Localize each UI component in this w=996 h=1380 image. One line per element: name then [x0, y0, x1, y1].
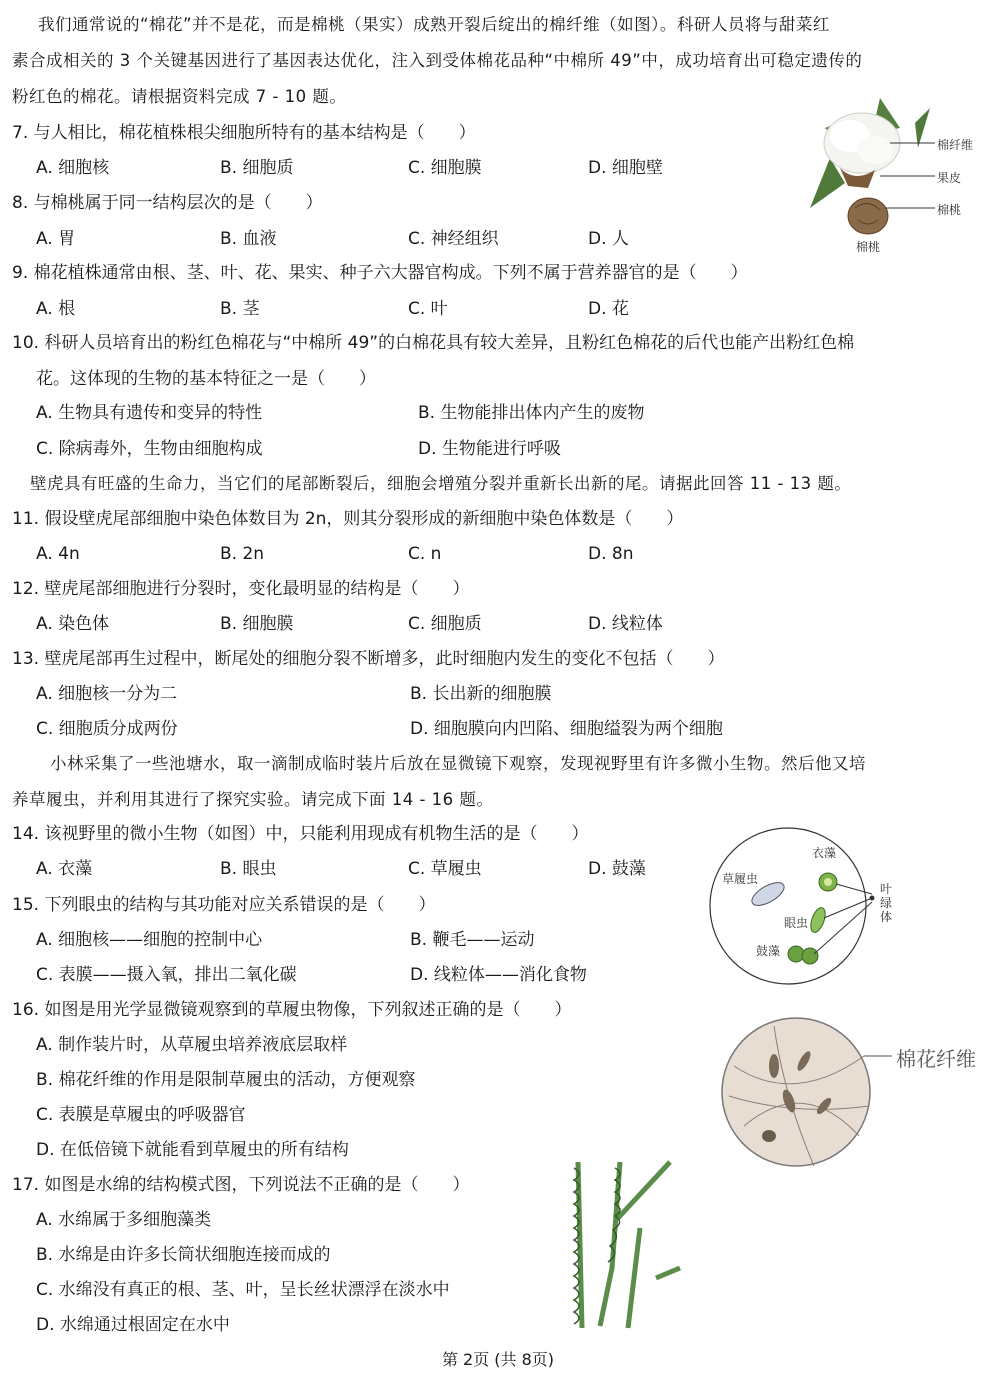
chloroplast-label: 叶 绿 体 [880, 882, 893, 924]
q16-option-a: A. 制作装片时，从草履虫培养液底层取样 [36, 1035, 348, 1055]
paramecium-image [714, 1016, 990, 1168]
q12-option-d: D. 线粒体 [588, 614, 663, 634]
q7-option-b: B. 细胞质 [220, 158, 294, 178]
q7-option-a: A. 细胞核 [36, 158, 110, 178]
intro-1-line-1: 我们通常说的“棉花”并不是花，而是棉桃（果实）成熟开裂后绽出的棉纤维（如图）。科研人员将与甜菜红 [38, 15, 830, 34]
q9-stem: 9. 棉花植株通常由根、茎、叶、花、果实、种子六大器官构成。下列不属于营养器官的是（ ） [12, 263, 748, 283]
q10-option-c: C. 除病毒外，生物由细胞构成 [36, 439, 263, 459]
boll-caption: 棉桃 [856, 240, 881, 254]
q10-stem-line-1: 10. 科研人员培育出的粉红色棉花与“中棉所 49”的白棉花具有较大差异，且粉红色棉花的后代也能产出粉红色棉 [12, 333, 855, 353]
cotton-boll-illustration [800, 88, 990, 258]
q17-option-a: A. 水绵属于多细胞藻类 [36, 1210, 212, 1230]
q16-option-c: C. 表膜是草履虫的呼吸器官 [36, 1105, 246, 1125]
q10-option-a: A. 生物具有遗传和变异的特性 [36, 403, 263, 423]
cotton-fiber-label: 棉纤维 [937, 138, 974, 152]
cotton-boll-figure [800, 88, 990, 258]
q11-option-c: C. n [408, 544, 442, 564]
q17-option-b: B. 水绵是由许多长筒状细胞连接而成的 [36, 1245, 331, 1265]
q13-option-a: A. 细胞核一分为二 [36, 684, 178, 704]
q11-stem: 11. 假设壁虎尾部细胞中染色体数目为 2n，则其分裂形成的新细胞中染色体数是（ ） [12, 509, 684, 529]
q8-option-a: A. 胃 [36, 229, 76, 249]
q12-stem: 12. 壁虎尾部细胞进行分裂时，变化最明显的结构是（ ） [12, 579, 470, 599]
q14-option-b: B. 眼虫 [220, 859, 277, 879]
q15-stem: 15. 下列眼虫的结构与其功能对应关系错误的是（ ） [12, 895, 436, 915]
q15-option-b: B. 鞭毛——运动 [410, 930, 535, 950]
chlamydomonas-label: 衣藻 [812, 846, 837, 860]
q7-stem: 7. 与人相比，棉花植株根尖细胞所特有的基本结构是（ ） [12, 123, 476, 143]
boll-label: 棉桃 [937, 203, 962, 217]
q13-stem: 13. 壁虎尾部再生过程中，断尾处的细胞分裂不断增多，此时细胞内发生的变化不包括（ ） [12, 649, 725, 669]
microorganisms-figure [706, 826, 906, 986]
q16-option-d: D. 在低倍镜下就能看到草履虫的所有结构 [36, 1140, 349, 1160]
q17-option-d: D. 水绵通过根固定在水中 [36, 1315, 230, 1335]
q10-option-d: D. 生物能进行呼吸 [418, 439, 561, 459]
paramecium-microscope-figure [714, 1016, 990, 1168]
q15-option-a: A. 细胞核——细胞的控制中心 [36, 930, 263, 950]
cotton-fiber-callout: 棉花纤维 [896, 1047, 976, 1071]
q7-option-d: D. 细胞壁 [588, 158, 663, 178]
q12-option-b: B. 细胞膜 [220, 614, 294, 634]
intro-3-line-2: 养草履虫，并利用其进行了探究实验。请完成下面 14 - 16 题。 [12, 790, 494, 809]
intro-1-line-2: 素合成相关的 3 个关键基因进行了基因表达优化，注入到受体棉花品种“中棉所 49”中，成功培育出可稳定遗传的 [12, 51, 863, 70]
q12-option-a: A. 染色体 [36, 614, 110, 634]
spirogyra-illustration [560, 1158, 700, 1334]
q17-stem: 17. 如图是水绵的结构模式图，下列说法不正确的是（ ） [12, 1175, 470, 1195]
q11-option-d: D. 8n [588, 544, 634, 564]
euglena-label: 眼虫 [784, 916, 809, 930]
q14-option-a: A. 衣藻 [36, 859, 93, 879]
q8-option-b: B. 血液 [220, 229, 277, 249]
q9-option-a: A. 根 [36, 299, 76, 319]
q8-option-c: C. 神经组织 [408, 229, 499, 249]
peel-label: 果皮 [937, 171, 962, 185]
q7-option-c: C. 细胞膜 [408, 158, 482, 178]
q8-option-d: D. 人 [588, 229, 629, 249]
desmid-label: 鼓藻 [756, 944, 781, 958]
q11-option-b: B. 2n [220, 544, 265, 564]
q15-option-c: C. 表膜——摄入氧，排出二氧化碳 [36, 965, 297, 985]
paramecium-label: 草履虫 [722, 872, 759, 886]
q16-option-b: B. 棉花纤维的作用是限制草履虫的活动，方便观察 [36, 1070, 416, 1090]
q13-option-b: B. 长出新的细胞膜 [410, 684, 552, 704]
page-number-footer: 第 2页 (共 8页) [441, 1350, 555, 1369]
q10-option-b: B. 生物能排出体内产生的废物 [418, 403, 645, 423]
q9-option-d: D. 花 [588, 299, 629, 319]
q14-option-c: C. 草履虫 [408, 859, 482, 879]
q14-stem: 14. 该视野里的微小生物（如图）中，只能利用现成有机物生活的是（ ） [12, 824, 589, 844]
q13-option-d: D. 细胞膜向内凹陷、细胞缢裂为两个细胞 [410, 719, 723, 739]
q13-option-c: C. 细胞质分成两份 [36, 719, 178, 739]
q9-option-b: B. 茎 [220, 299, 260, 319]
q15-option-d: D. 线粒体——消化食物 [410, 965, 587, 985]
intro-1-line-3: 粉红色的棉花。请根据资料完成 7 - 10 题。 [12, 87, 347, 106]
q14-option-d: D. 鼓藻 [588, 859, 646, 879]
q16-stem: 16. 如图是用光学显微镜观察到的草履虫物像，下列叙述正确的是（ ） [12, 1000, 572, 1020]
q11-option-a: A. 4n [36, 544, 80, 564]
intro-2: 壁虎具有旺盛的生命力，当它们的尾部断裂后，细胞会增殖分裂并重新长出新的尾。请据此回答 11 - 13 题。 [30, 474, 852, 493]
q17-option-c: C. 水绵没有真正的根、茎、叶，呈长丝状漂浮在淡水中 [36, 1280, 450, 1300]
q9-option-c: C. 叶 [408, 299, 448, 319]
spirogyra-figure [560, 1158, 700, 1334]
q12-option-c: C. 细胞质 [408, 614, 482, 634]
q8-stem: 8. 与棉桃属于同一结构层次的是（ ） [12, 193, 323, 213]
intro-3-line-1: 小林采集了一些池塘水，取一滴制成临时装片后放在显微镜下观察，发现视野里有许多微小生物。然后他又培 [50, 754, 866, 773]
microscope-field-illustration [706, 826, 906, 986]
q10-stem-line-2: 花。这体现的生物的基本特征之一是（ ） [36, 369, 376, 389]
